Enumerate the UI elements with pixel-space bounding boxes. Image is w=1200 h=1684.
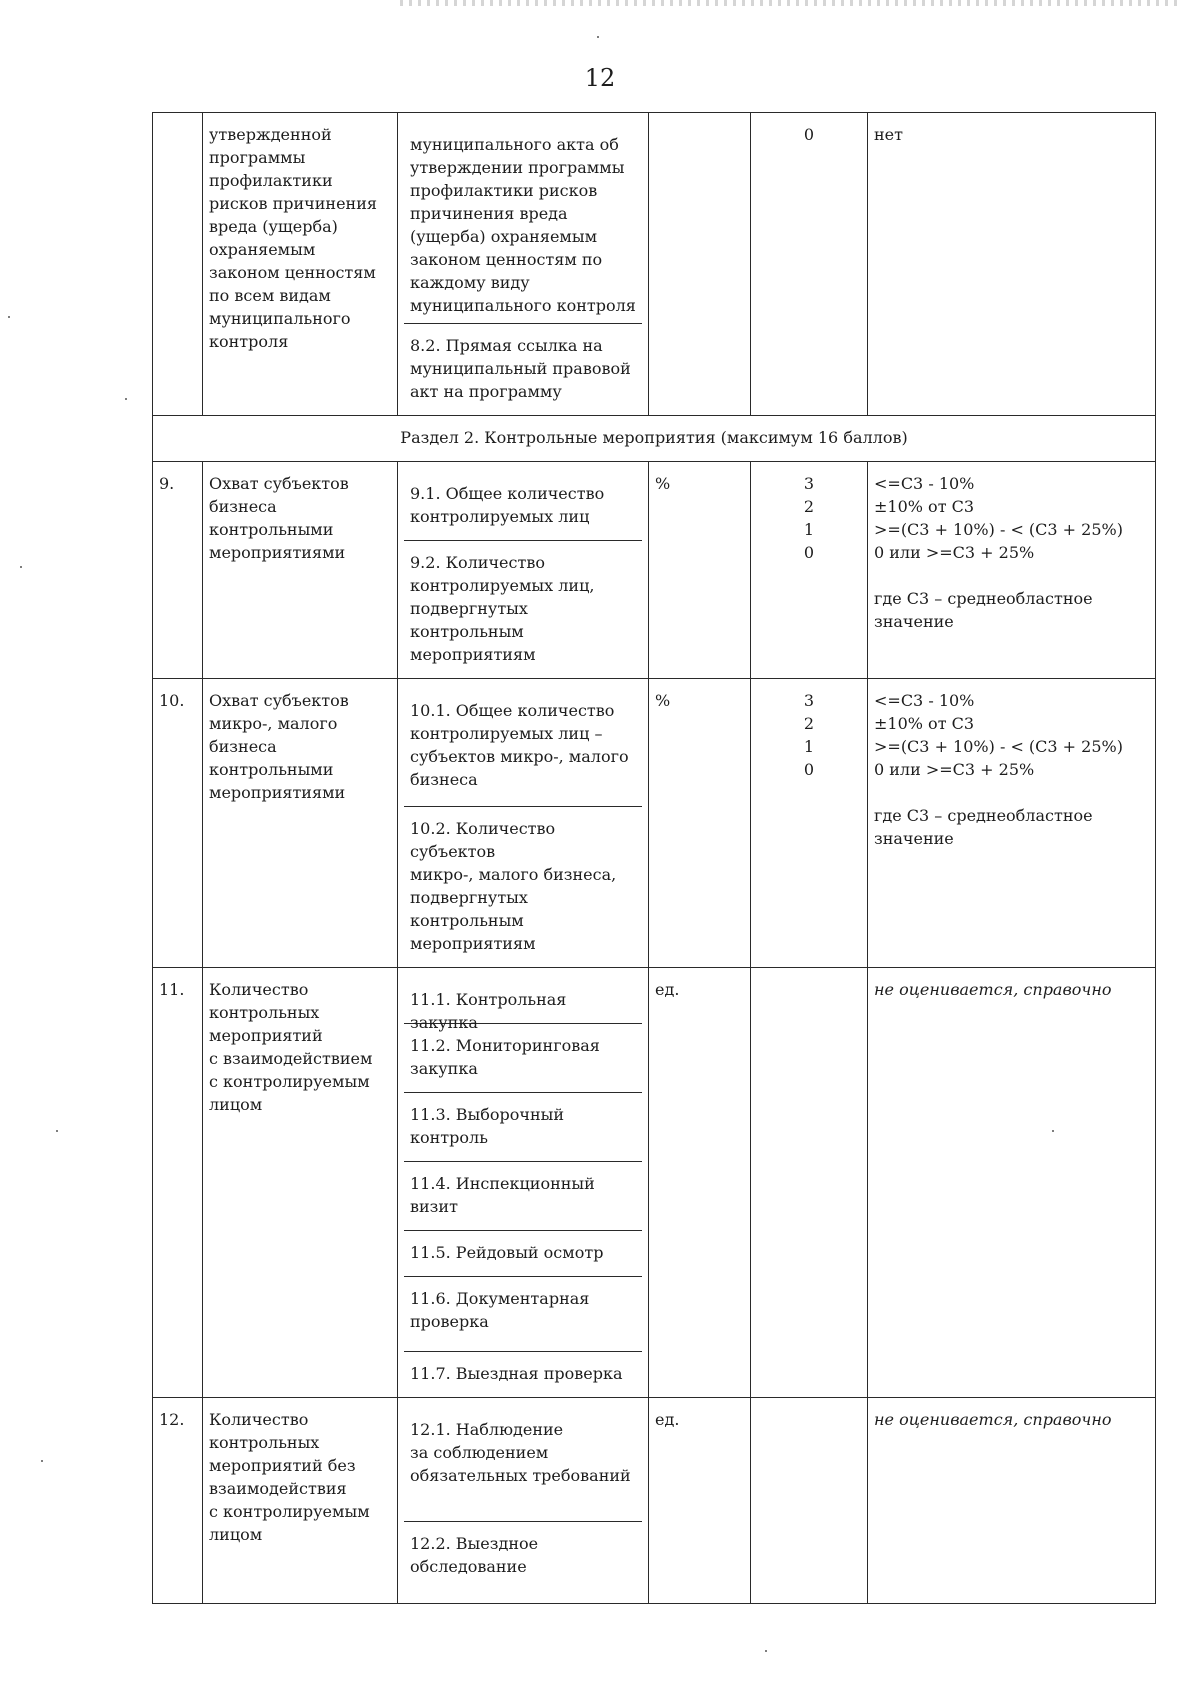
criterion-text: акт на программу: [410, 382, 562, 401]
indicator-text: контрольными: [209, 520, 334, 539]
note-cell: не оценивается, справочно: [868, 1398, 1156, 1604]
indicator-cell: [203, 462, 398, 679]
criterion-item: [404, 472, 642, 540]
indicator-text: с контролируемым: [209, 1072, 370, 1091]
scan-speck: [56, 1130, 58, 1132]
scan-speck: [765, 1650, 767, 1652]
indicator-text: охраняемым: [209, 240, 316, 259]
criterion-text: 11.7. Выездная проверка: [410, 1364, 623, 1383]
condition-text: <=С3 - 10%: [874, 691, 975, 710]
indicator-text: утвержденной: [209, 125, 332, 144]
criteria-cell: [398, 462, 649, 679]
criterion-text: утверждении программы: [410, 158, 625, 177]
criterion-text: микро-, малого бизнеса,: [410, 865, 617, 884]
criterion-text: муниципального контроля: [410, 296, 636, 315]
condition-text: ±10% от С3: [874, 497, 975, 516]
score-value: 0: [803, 125, 815, 144]
score-cell: [751, 113, 868, 416]
scan-noise: [400, 0, 1180, 6]
criterion-item: [404, 1092, 642, 1161]
criterion-text: проверка: [410, 1312, 489, 1331]
criterion-item: [404, 540, 642, 672]
criteria-table: [152, 112, 1156, 1604]
score-value: 0: [803, 543, 815, 562]
scan-speck: [1052, 1130, 1054, 1132]
criterion-text: 10.1. Общее количество: [410, 701, 615, 720]
indicator-cell: [203, 1398, 398, 1604]
row-number-cell: [153, 113, 203, 416]
table-row: [153, 679, 1156, 968]
criterion-text: закупка: [410, 1059, 478, 1078]
criterion-text: (ущерба) охраняемым: [410, 227, 598, 246]
unit-cell: ед.: [649, 968, 751, 1398]
indicator-text: мероприятиями: [209, 543, 346, 562]
criterion-text: субъектов микро-, малого: [410, 747, 629, 766]
criterion-text: 9.1. Общее количество: [410, 484, 605, 503]
indicator-text: вреда (ущерба): [209, 217, 338, 236]
criterion-item: [404, 1230, 642, 1276]
score-value: 1: [803, 520, 815, 539]
criterion-item: [404, 1276, 642, 1351]
criterion-text: контролируемых лиц: [410, 507, 590, 526]
criteria-cell: [398, 679, 649, 968]
page-number: 12: [584, 64, 616, 92]
criterion-item: [404, 1408, 642, 1521]
criterion-item: [404, 1161, 642, 1230]
criteria-cell: [398, 968, 649, 1398]
criterion-item: [404, 806, 642, 961]
unit-cell: %: [649, 462, 751, 679]
criterion-text: мероприятиям: [410, 645, 536, 664]
indicator-text: мероприятиями: [209, 783, 346, 802]
indicator-text: программы: [209, 148, 306, 167]
score-value: 3: [803, 474, 815, 493]
indicator-text: контроля: [209, 332, 289, 351]
criterion-text: визит: [410, 1197, 458, 1216]
criterion-item: [404, 323, 642, 409]
criterion-text: 11.3. Выборочный: [410, 1105, 565, 1124]
unit-cell: %: [649, 679, 751, 968]
criterion-item: [404, 689, 642, 806]
note-cell: [868, 462, 1156, 679]
criterion-item: [404, 978, 642, 1032]
score-value: 2: [803, 714, 815, 733]
indicator-text: мероприятий без: [209, 1456, 356, 1475]
indicator-cell: [203, 679, 398, 968]
indicator-text: муниципального: [209, 309, 351, 328]
indicator-text: профилактики: [209, 171, 333, 190]
note-text: нет: [874, 125, 903, 144]
criterion-text: мероприятиям: [410, 934, 536, 953]
section-row: [153, 416, 1156, 462]
note-cell: [868, 113, 1156, 416]
score-value: 2: [803, 497, 815, 516]
indicator-cell: [203, 113, 398, 416]
indicator-text: Количество: [209, 1410, 309, 1429]
indicator-text: бизнеса: [209, 497, 277, 516]
indicator-text: контрольных: [209, 1003, 320, 1022]
indicator-text: Охват субъектов: [209, 474, 349, 493]
criterion-text: 12.2. Выездное: [410, 1534, 539, 1553]
score-cell: [751, 1398, 868, 1604]
criterion-text: за соблюдением: [410, 1443, 549, 1462]
criterion-text: 11.6. Документарная: [410, 1289, 590, 1308]
indicator-text: с контролируемым: [209, 1502, 370, 1521]
criterion-text: 12.1. Наблюдение: [410, 1420, 564, 1439]
criterion-item: [404, 1521, 642, 1584]
score-cell: [751, 968, 868, 1398]
indicator-text: рисков причинения: [209, 194, 377, 213]
criterion-item: [404, 1023, 642, 1092]
score-value: 3: [803, 691, 815, 710]
condition-text: 0 или >=С3 + 25%: [874, 543, 1035, 562]
condition-text: <=С3 - 10%: [874, 474, 975, 493]
indicator-text: Охват субъектов: [209, 691, 349, 710]
indicator-text: лицом: [209, 1525, 263, 1544]
criterion-text: 11.2. Мониторинговая: [410, 1036, 600, 1055]
table-row: [153, 1398, 1156, 1604]
criterion-text: 11.5. Рейдовый осмотр: [410, 1243, 604, 1262]
criterion-text: подвергнутых: [410, 599, 528, 618]
criterion-text: 11.4. Инспекционный: [410, 1174, 595, 1193]
criterion-text: 11.1. Контрольная закупка: [410, 990, 567, 1032]
criterion-text: профилактики рисков: [410, 181, 598, 200]
criterion-text: каждому виду: [410, 273, 530, 292]
criterion-text: 9.2. Количество: [410, 553, 545, 572]
footnote-text: значение: [874, 829, 954, 848]
criterion-text: обследование: [410, 1557, 527, 1576]
condition-text: ±10% от С3: [874, 714, 975, 733]
indicator-text: контрольными: [209, 760, 334, 779]
note-cell: не оценивается, справочно: [868, 968, 1156, 1398]
indicator-text: Количество: [209, 980, 309, 999]
row-number: 12.: [153, 1398, 203, 1604]
section-title: Раздел 2. Контрольные мероприятия (максимум 16 баллов): [153, 416, 1156, 462]
criterion-text: бизнеса: [410, 770, 478, 789]
criteria-cell: [398, 1398, 649, 1604]
indicator-cell: [203, 968, 398, 1398]
score-value: 1: [803, 737, 815, 756]
unit-cell: [649, 113, 751, 416]
table-row: [153, 462, 1156, 679]
criterion-text: причинения вреда: [410, 204, 568, 223]
indicator-text: по всем видам: [209, 286, 331, 305]
criterion-text: обязательных требований: [410, 1466, 631, 1485]
unit-cell: ед.: [649, 1398, 751, 1604]
scan-speck: [125, 398, 127, 400]
criterion-text: 8.2. Прямая ссылка на: [410, 336, 603, 355]
indicator-text: законом ценностям: [209, 263, 376, 282]
indicator-text: бизнеса: [209, 737, 277, 756]
score-value: 0: [803, 760, 815, 779]
criterion-item: [404, 1351, 642, 1391]
criterion-text: контрольным: [410, 622, 524, 641]
criterion-text: муниципальный правовой: [410, 359, 631, 378]
scan-speck: [8, 316, 10, 318]
criterion-text: контрольным: [410, 911, 524, 930]
footnote-text: где С3 – среднеобластное: [874, 806, 1093, 825]
condition-text: >=(С3 + 10%) - < (С3 + 25%): [874, 520, 1123, 539]
footnote-text: значение: [874, 612, 954, 631]
row-number: 10.: [153, 679, 203, 968]
row-number: 9.: [153, 462, 203, 679]
score-cell: [751, 679, 868, 968]
criterion-text: контроль: [410, 1128, 488, 1147]
condition-text: 0 или >=С3 + 25%: [874, 760, 1035, 779]
criterion-text: 10.2. Количество субъектов: [410, 819, 556, 861]
criterion-item: [404, 123, 642, 323]
indicator-text: мероприятий: [209, 1026, 323, 1045]
score-cell: [751, 462, 868, 679]
scan-speck: [597, 36, 599, 38]
criterion-text: законом ценностям по: [410, 250, 603, 269]
note-cell: [868, 679, 1156, 968]
indicator-text: лицом: [209, 1095, 263, 1114]
criterion-text: подвергнутых: [410, 888, 528, 907]
criterion-text: муниципального акта об: [410, 135, 619, 154]
criterion-text: контролируемых лиц –: [410, 724, 603, 743]
criteria-cell: [398, 113, 649, 416]
indicator-text: микро-, малого: [209, 714, 338, 733]
scan-speck: [20, 566, 22, 568]
scan-speck: [41, 1460, 43, 1462]
criterion-text: контролируемых лиц,: [410, 576, 595, 595]
condition-text: >=(С3 + 10%) - < (С3 + 25%): [874, 737, 1123, 756]
table-row: [153, 968, 1156, 1398]
indicator-text: взаимодействия: [209, 1479, 347, 1498]
footnote-text: где С3 – среднеобластное: [874, 589, 1093, 608]
row-number: 11.: [153, 968, 203, 1398]
indicator-text: с взаимодействием: [209, 1049, 373, 1068]
indicator-text: контрольных: [209, 1433, 320, 1452]
table-row: [153, 113, 1156, 416]
